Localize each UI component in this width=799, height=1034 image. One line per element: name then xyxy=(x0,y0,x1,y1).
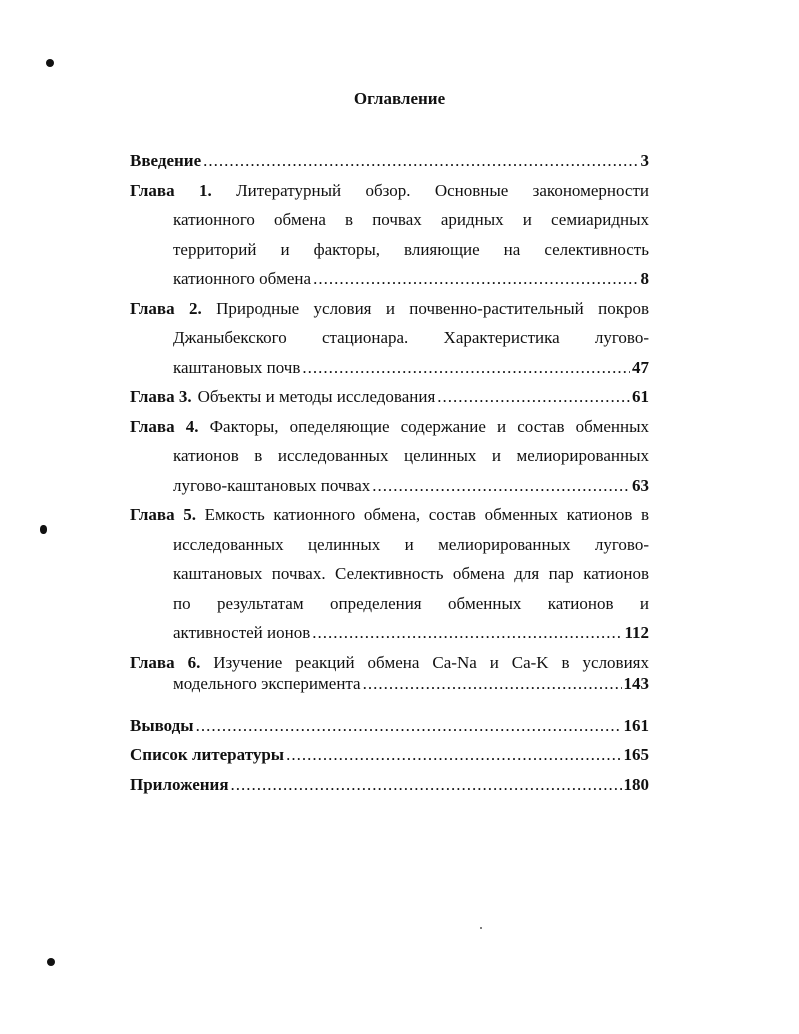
toc-label: Введение xyxy=(130,151,202,170)
toc-text-line: лугово-каштановых почвах xyxy=(173,475,371,495)
toc-page-number: 112 xyxy=(624,623,649,642)
toc-text-line: катионного обмена в почвах аридных и семиаридных xyxy=(173,210,649,229)
toc-label: Приложения xyxy=(130,774,229,794)
toc-entry-chapter-4[interactable] xyxy=(130,412,649,501)
toc-text-line: Факторы, опеделяющие содержание и состав обменных xyxy=(209,416,649,436)
toc-entry-conclusions[interactable] xyxy=(130,711,649,741)
toc-entry-chapter-3[interactable] xyxy=(130,382,649,412)
toc-leader xyxy=(437,382,630,412)
chapter-prefix: Глава 6. xyxy=(130,652,201,672)
toc-text-line: Природные условия и почвенно-растительный покров xyxy=(216,298,649,318)
toc-leader xyxy=(302,353,630,383)
toc-page-number: 143 xyxy=(623,673,649,693)
chapter-prefix: Глава 2. xyxy=(130,298,202,318)
toc-text-line: Литературный обзор. Основные закономерности xyxy=(236,180,650,200)
toc-page-number: 47 xyxy=(632,357,649,377)
toc-leader xyxy=(313,264,638,294)
toc-page-number: 165 xyxy=(623,745,649,764)
toc-entry-chapter-2[interactable] xyxy=(130,294,649,383)
toc-label: Список литературы xyxy=(130,745,285,764)
toc-leader xyxy=(372,471,630,501)
toc-leader xyxy=(363,673,622,694)
toc-text-line: каштановых почв xyxy=(173,357,301,377)
toc-text-line: исследованных целинных и мелиорированных лугово- xyxy=(173,534,649,554)
toc-entry-references[interactable] xyxy=(130,740,649,770)
toc-leader xyxy=(286,740,621,770)
toc-entry-intro[interactable] xyxy=(130,146,649,176)
toc-page-number: 3 xyxy=(640,151,649,170)
toc-text-line: Джаныбекского стационара. Характеристика лугово- xyxy=(173,328,649,347)
toc-leader xyxy=(231,770,622,800)
toc-page-number: 180 xyxy=(623,774,649,794)
toc-text-line: катионов в исследованных целинных и мелиорированных xyxy=(173,446,649,465)
toc-text-line: по результатам определения обменных катионов и xyxy=(173,593,649,613)
toc-entry-chapter-1[interactable] xyxy=(130,176,649,294)
toc-entry-chapter-6[interactable] xyxy=(130,648,649,694)
toc-leader xyxy=(196,711,622,741)
toc-page-number: 161 xyxy=(623,715,649,735)
toc-page-number: 63 xyxy=(632,475,649,495)
toc-leader xyxy=(203,146,638,176)
scan-mark-middle xyxy=(40,525,47,534)
scan-speck xyxy=(480,927,482,929)
toc-page-number: 8 xyxy=(640,269,649,288)
chapter-prefix: Глава 1. xyxy=(130,180,212,200)
chapter-prefix: Глава 4. xyxy=(130,416,199,436)
scan-mark-top xyxy=(46,59,54,67)
table-of-contents xyxy=(130,146,649,799)
toc-entry-appendices[interactable] xyxy=(130,770,649,800)
scan-mark-bottom xyxy=(47,958,55,966)
toc-page-number: 61 xyxy=(632,387,649,406)
toc-text-line: активностей ионов xyxy=(173,623,311,642)
toc-text-line: Емкость катионного обмена, состав обменных катионов в xyxy=(204,505,649,524)
page-title: Оглавление xyxy=(353,89,446,108)
chapter-prefix: Глава 5. xyxy=(130,505,196,524)
toc-text-line: Изучение реакций обмена Ca-Na и Ca-K в условиях xyxy=(213,652,649,672)
toc-label: Выводы xyxy=(130,715,194,735)
toc-text-line: Объекты и методы исследования xyxy=(197,387,436,406)
chapter-prefix: Глава 3. xyxy=(130,387,192,406)
toc-entry-chapter-5[interactable] xyxy=(130,500,649,648)
toc-text-line: модельного эксперимента xyxy=(173,673,361,693)
toc-text-line: территорий и факторы, влияющие на селективность xyxy=(173,239,649,259)
toc-leader xyxy=(312,618,622,648)
toc-text-line: каштановых почвах. Селективность обмена для пар катионов xyxy=(173,564,649,583)
toc-text-line: катионного обмена xyxy=(173,269,312,288)
